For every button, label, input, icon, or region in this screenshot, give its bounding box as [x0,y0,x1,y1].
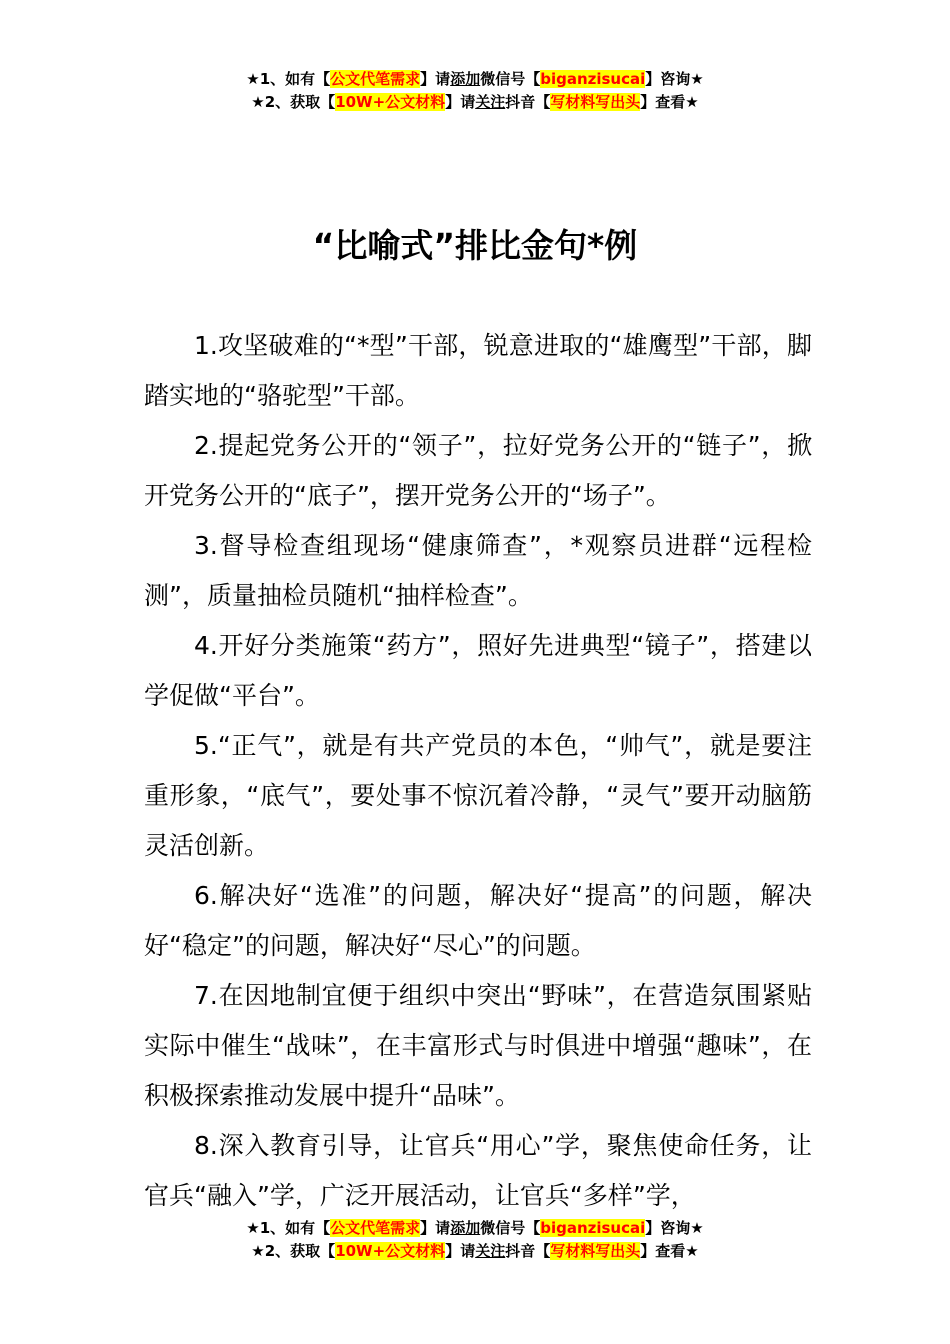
paragraph-1: 1.攻坚破难的“*型”干部，锐意进取的“雄鹰型”干部，脚踏实地的“骆驼型”干部。 [144,331,812,410]
promo-highlight-douyin-id: 写材料写出头 [550,93,641,111]
promo-highlight-materials: 10W+公文材料 [335,93,446,111]
promo-line-2 [0,91,950,114]
promo-line-2 [0,1240,950,1263]
promo-text: 抖音【 [505,93,551,111]
paragraph-7: 7.在因地制宜便于组织中突出“野味”，在营造氛围紧贴实际中催生“战味”，在丰富形式与时俱进中增强“趣味”，在积极探索推动发展中提升“品味”。 [144,981,812,1110]
promo-text: 】请 [445,1242,476,1260]
promo-underlined-text: 添加 [450,1219,481,1237]
promo-underlined-text: 关注 [475,93,506,111]
promo-highlight-douyin-id: 写材料写出头 [550,1242,641,1260]
promo-text: 抖音【 [505,1242,551,1260]
paragraph-4: 4.开好分类施策“药方”，照好先进典型“镜子”，搭建以学促做“平台”。 [144,631,812,710]
promo-line-1 [0,1217,950,1240]
promo-text: 】请 [420,70,451,88]
promo-highlight-wechat-id: biganzisucai [540,70,646,88]
promo-text: 微信号【 [480,1219,541,1237]
promo-text: 】请 [445,93,476,111]
document-title: “比喻式”排比金句*例 [312,226,638,265]
promo-text: ★2、获取【 [251,1242,336,1260]
paragraph-8: 8.深入教育引导，让官兵“用心”学，聚焦使命任务，让官兵“融入”学，广泛开展活动，让官兵“多样”学， [144,1131,812,1210]
promo-highlight-wechat-id: biganzisucai [540,1219,646,1237]
promo-highlight-service: 公文代笔需求 [330,70,421,88]
paragraph-5: 5.“正气”，就是有共产党员的本色，“帅气”，就是要注重形象，“底气”，要处事不惊沉着冷静，“灵气”要开动脑筋灵活创新。 [144,731,812,860]
promo-highlight-materials: 10W+公文材料 [335,1242,446,1260]
bottom-promo-banner [0,1217,950,1263]
promo-text: 】查看★ [640,93,699,111]
promo-text: 】咨询★ [645,1219,704,1237]
paragraph-2: 2.提起党务公开的“领子”，拉好党务公开的“链子”，掀开党务公开的“底子”，摆开党务公开的“场子”。 [144,431,812,510]
promo-text: 】请 [420,1219,451,1237]
document-body [144,321,812,1221]
paragraph-3: 3.督导检查组现场“健康筛查”，*观察员进群“远程检测”，质量抽检员随机“抽样检查”。 [144,531,812,610]
paragraph-6: 6.解决好“选准”的问题，解决好“提高”的问题，解决好“稳定”的问题，解决好“尽心”的问题。 [144,881,812,960]
promo-text: ★2、获取【 [251,93,336,111]
promo-text: 微信号【 [480,70,541,88]
promo-underlined-text: 关注 [475,1242,506,1260]
promo-line-1 [0,68,950,91]
promo-text: ★1、如有【 [246,70,331,88]
promo-text: ★1、如有【 [246,1219,331,1237]
top-promo-banner [0,68,950,114]
promo-text: 】查看★ [640,1242,699,1260]
promo-highlight-service: 公文代笔需求 [330,1219,421,1237]
promo-text: 】咨询★ [645,70,704,88]
promo-underlined-text: 添加 [450,70,481,88]
